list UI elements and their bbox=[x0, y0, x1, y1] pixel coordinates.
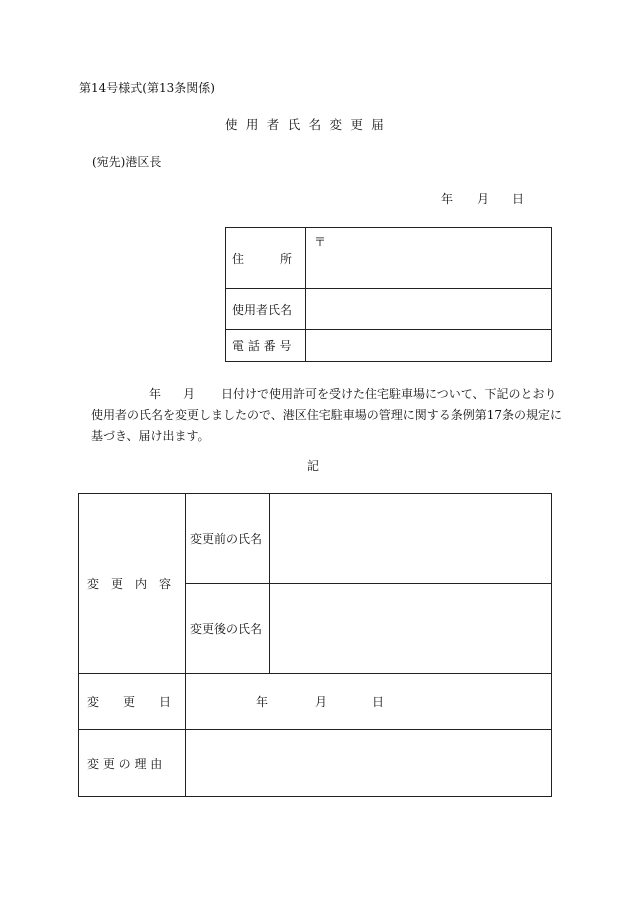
submission-month: 月 bbox=[477, 192, 490, 206]
change-date-label: 変 更 日 bbox=[79, 674, 186, 730]
applicant-table bbox=[225, 227, 552, 362]
name-after-field[interactable] bbox=[270, 584, 552, 674]
change-content-label: 変 更 内 容 bbox=[79, 494, 186, 674]
body-year: 年 bbox=[149, 387, 162, 401]
change-date-year: 年 bbox=[256, 695, 269, 709]
change-date-day: 日 bbox=[372, 695, 385, 709]
user-name-label: 使用者氏名 bbox=[226, 289, 306, 330]
name-after-label: 変更後の氏名 bbox=[186, 584, 270, 674]
body-line-3: 基づき、届け出ます。 bbox=[91, 429, 210, 443]
change-reason-field[interactable] bbox=[186, 730, 552, 797]
change-date-month: 月 bbox=[315, 695, 328, 709]
submission-year: 年 bbox=[441, 192, 454, 206]
user-name-field[interactable] bbox=[306, 289, 552, 330]
submission-day: 日 bbox=[512, 192, 525, 206]
ki-heading: 記 bbox=[307, 459, 320, 473]
phone-field[interactable] bbox=[306, 330, 552, 362]
address-field[interactable] bbox=[306, 228, 552, 289]
detail-table bbox=[78, 493, 552, 797]
addressee: (宛先)港区長 bbox=[92, 155, 162, 169]
body-line-2: 使用者の氏名を変更しましたので、港区住宅駐車場の管理に関する条例第17条の規定に bbox=[91, 408, 563, 422]
change-reason-row bbox=[79, 730, 552, 797]
body-month: 月 bbox=[183, 387, 196, 401]
change-date-row bbox=[79, 674, 552, 730]
name-before-label: 変更前の氏名 bbox=[186, 494, 270, 584]
change-reason-label: 変 更 の 理 由 bbox=[79, 730, 186, 797]
form-number: 第14号様式(第13条関係) bbox=[79, 81, 215, 95]
address-row bbox=[226, 228, 552, 289]
address-label: 住 所 bbox=[226, 228, 306, 289]
phone-label: 電 話 番 号 bbox=[226, 330, 306, 362]
postal-mark: 〒 bbox=[314, 235, 327, 249]
body-line-1-text: 日付けで使用許可を受けた住宅駐車場について、下記のとおり bbox=[221, 387, 557, 401]
phone-row bbox=[226, 330, 552, 362]
body-line-1 bbox=[91, 384, 561, 405]
body-text bbox=[91, 384, 561, 447]
change-date-field[interactable] bbox=[186, 674, 552, 730]
name-before-row bbox=[79, 494, 552, 584]
user-name-row bbox=[226, 289, 552, 330]
name-before-field[interactable] bbox=[270, 494, 552, 584]
page-title: 使用者氏名変更届 bbox=[225, 117, 393, 132]
